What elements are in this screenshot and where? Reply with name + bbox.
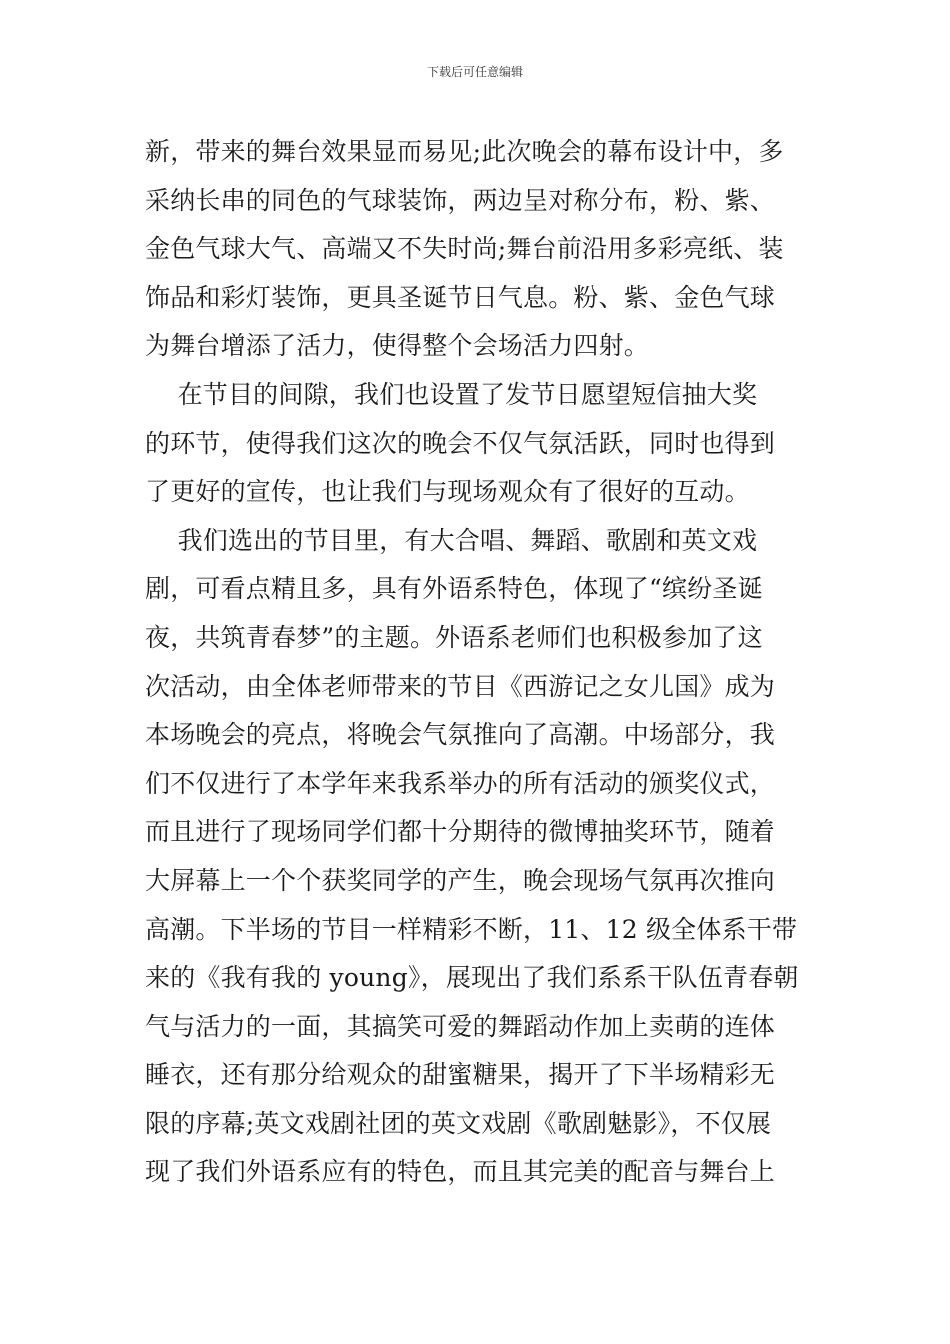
paragraph-start-line: 在节目的间隙，我们也设置了发节日愿望短信抽大奖 [145, 379, 758, 409]
text-line: 们不仅进行了本学年来我系举办的所有活动的颁奖仪式， [145, 768, 776, 798]
text-line: 剧，可看点精且多，具有外语系特色，体现了“缤纷圣诞 [145, 574, 763, 604]
text-line: 为舞台增添了活力，使得整个会场活力四射。 [145, 331, 650, 361]
text-line: 限的序幕;英文戏剧社团的英文戏剧《歌剧魅影》，不仅展 [145, 1108, 772, 1138]
text-line: 夜，共筑青春梦”的主题。外语系老师们也积极参加了这 [145, 622, 763, 652]
text-line: 新，带来的舞台效果显而易见;此次晚会的幕布设计中，多 [145, 137, 784, 166]
text-line: 大屏幕上一个个获奖同学的产生，晚会现场气氛再次推向 [145, 865, 776, 895]
text-line: 次活动，由全体老师带来的节目《西游记之女儿国》成为 [145, 671, 776, 701]
paragraph-start-line: 我们选出的节目里，有大合唱、舞蹈、歌剧和英文戏 [145, 525, 758, 555]
body-text [145, 128, 811, 1197]
text-line: 的环节，使得我们这次的晚会不仅气氛活跃，同时也得到 [145, 428, 776, 458]
text-line: 现了我们外语系应有的特色，而且其完美的配音与舞台上 [145, 1157, 776, 1187]
text-line: 饰品和彩灯装饰，更具圣诞节日气息。粉、紫、金色气球 [145, 282, 776, 312]
text-line: 金色气球大气、高端又不失时尚;舞台前沿用多彩亮纸、装 [145, 234, 784, 264]
page-header: 下载后可任意编辑 [426, 65, 523, 79]
text-line: 高潮。下半场的节目一样精彩不断，11、12 级全体系干带 [145, 914, 798, 944]
text-line: 了更好的宣传，也让我们与现场观众有了很好的互动。 [145, 477, 750, 507]
text-line: 采纳长串的同色的气球装饰，两边呈对称分布，粉、紫、 [145, 185, 776, 215]
text-line: 本场晚会的亮点，将晚会气氛推向了高潮。中场部分，我 [145, 720, 776, 750]
text-line: 来的《我有我的 young》，展现出了我们系系干队伍青春朝 [145, 963, 799, 993]
text-line: 气与活力的一面，其搞笑可爱的舞蹈动作加上卖萌的连体 [145, 1011, 776, 1041]
text-line: 而且进行了现场同学们都十分期待的微博抽奖环节，随着 [145, 817, 776, 847]
text-line: 睡衣，还有那分给观众的甜蜜糖果，揭开了下半场精彩无 [145, 1060, 776, 1090]
